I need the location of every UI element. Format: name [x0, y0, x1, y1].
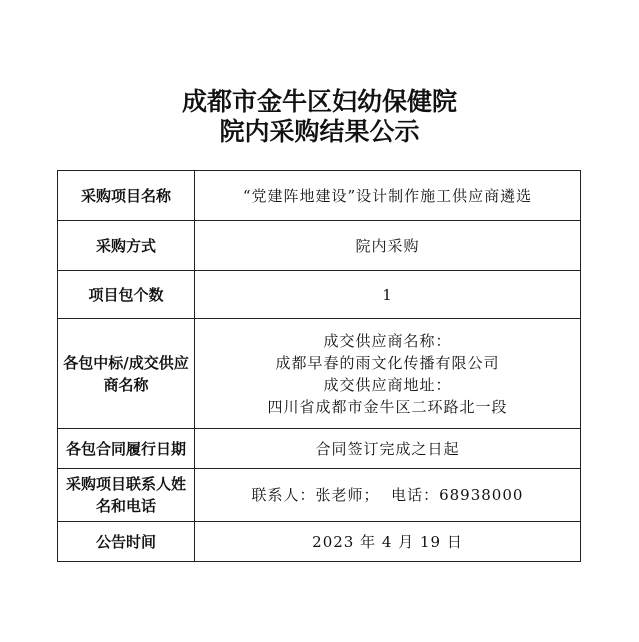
table-row — [58, 319, 581, 429]
announcement-time-value: 2023 年 4 月 19 日 — [195, 522, 581, 562]
supplier-address: 四川省成都市金牛区二环路北一段 — [267, 397, 508, 416]
procurement-result-table — [57, 170, 581, 562]
table-row — [58, 469, 581, 522]
supplier-value — [195, 319, 581, 429]
document-title-line2: 院内采购结果公示 — [219, 117, 420, 146]
package-count-value: 1 — [195, 271, 581, 319]
supplier-label: 各包中标/成交供应商名称 — [58, 319, 195, 429]
supplier-name-label: 成交供应商名称： — [323, 331, 452, 350]
supplier-address-label: 成交供应商地址： — [323, 375, 452, 394]
contact-value: 联系人：张老师； 电话：68938000 — [195, 469, 581, 522]
project-name-label: 采购项目名称 — [58, 171, 195, 221]
procurement-method-label: 采购方式 — [58, 221, 195, 271]
contact-label: 采购项目联系人姓名和电话 — [58, 469, 195, 522]
document-title-line1: 成都市金牛区妇幼保健院 — [181, 87, 457, 116]
announcement-time-label: 公告时间 — [58, 522, 195, 562]
procurement-method-value: 院内采购 — [195, 221, 581, 271]
project-name-value: “党建阵地建设”设计制作施工供应商遴选 — [195, 171, 581, 221]
contract-date-label: 各包合同履行日期 — [58, 429, 195, 469]
contract-date-value: 合同签订完成之日起 — [195, 429, 581, 469]
table-row — [58, 271, 581, 319]
table-row — [58, 171, 581, 221]
table-row — [58, 221, 581, 271]
table-row — [58, 429, 581, 469]
supplier-name: 成都早春的雨文化传播有限公司 — [275, 353, 500, 372]
package-count-label: 项目包个数 — [58, 271, 195, 319]
table-row — [58, 522, 581, 562]
